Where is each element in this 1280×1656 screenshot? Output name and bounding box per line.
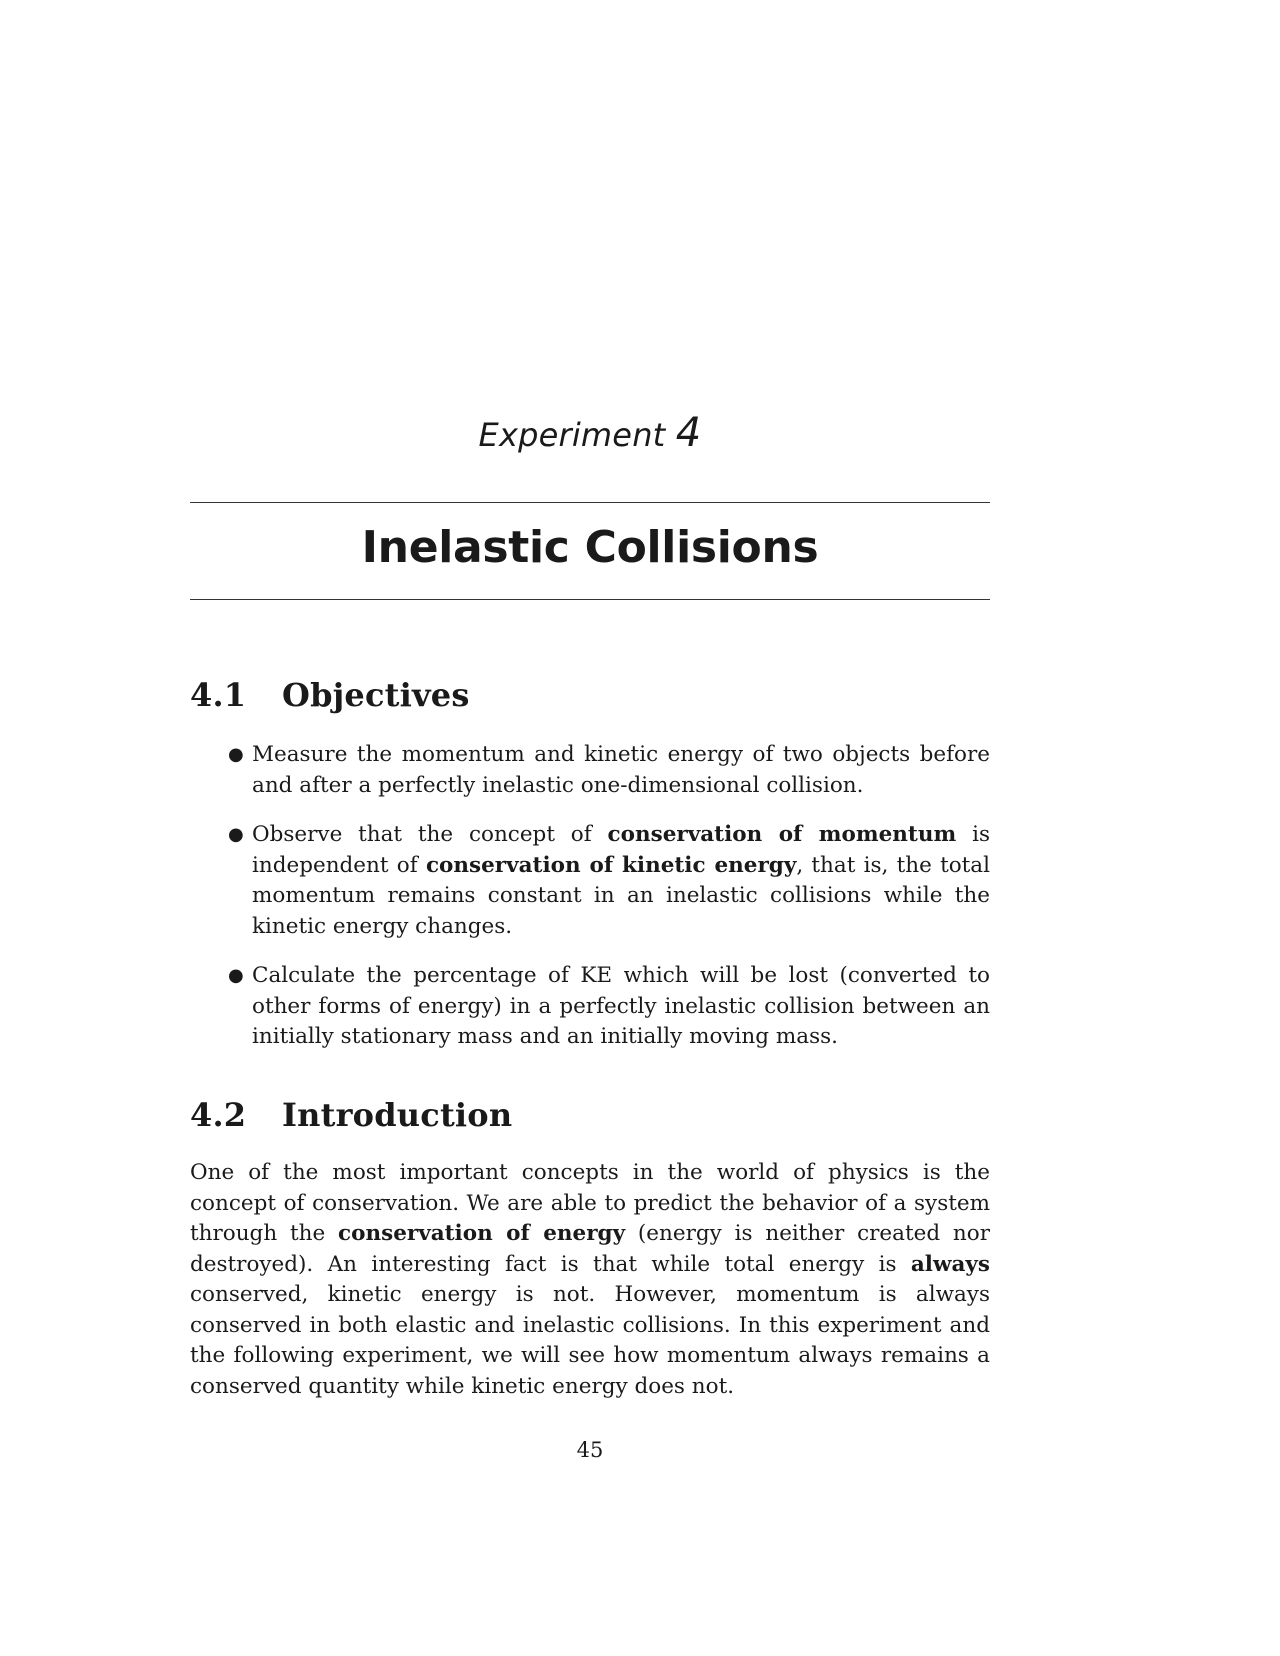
objectives-list [228, 740, 990, 1072]
list-item-text: is independent of [252, 822, 990, 878]
section-number: 4.2 [190, 1096, 247, 1134]
chapter-label-text: Experiment [478, 416, 666, 454]
list-item-text: Observe that the concept of [252, 822, 608, 847]
list-item [228, 820, 990, 942]
section-title: Objectives [282, 676, 470, 714]
list-item-text: Calculate the percentage of KE which will be lost (converted to other forms of energy) in a perfectly inelastic collision between an initially stationary mass and an initially moving mass. [252, 963, 990, 1049]
page-number: 45 [576, 1438, 604, 1462]
section-heading-introduction [190, 1096, 990, 1134]
emphasis-term: conservation of energy [338, 1221, 626, 1246]
chapter-label [190, 410, 990, 456]
paragraph-text: (energy is neither created nor destroyed). An interesting fact is that while total energy is [190, 1221, 990, 1277]
document-page [190, 0, 990, 1656]
chapter-title: Inelastic Collisions [361, 522, 819, 573]
bullet-icon: ● [228, 965, 244, 986]
paragraph-text: One of the most important concepts in the world of physics is the concept of conservation. We are able to predict the behavior of a system through the [190, 1160, 990, 1246]
list-item-text: Measure the momentum and kinetic energy of two objects before and after a perfectly inelastic one-dimensional collision. [252, 742, 990, 798]
title-rule-bottom [190, 599, 990, 600]
list-item-text: , that is, the total momentum remains constant in an inelastic collisions while the kinetic energy changes. [252, 852, 990, 939]
list-item [228, 740, 990, 801]
bullet-icon: ● [228, 744, 244, 765]
title-rule-top [190, 502, 990, 503]
emphasis-term: conservation of kinetic energy [425, 852, 797, 878]
paragraph-text: conserved, kinetic energy is not. However, momentum is always conserved in both elastic and inelastic collisions. In this experiment and the following experiment, we will see how momentum always remains a conserved quantity while kinetic energy does not. [190, 1282, 990, 1399]
emphasis-term: conservation of momentum [607, 822, 957, 847]
section-title: Introduction [282, 1096, 513, 1134]
section-number: 4.1 [190, 676, 247, 714]
emphasis-term: always [910, 1251, 990, 1277]
chapter-number: 4 [675, 410, 702, 456]
bullet-icon: ● [228, 824, 244, 845]
introduction-paragraph [190, 1158, 990, 1402]
section-heading-objectives [190, 676, 990, 714]
list-item [228, 961, 990, 1053]
